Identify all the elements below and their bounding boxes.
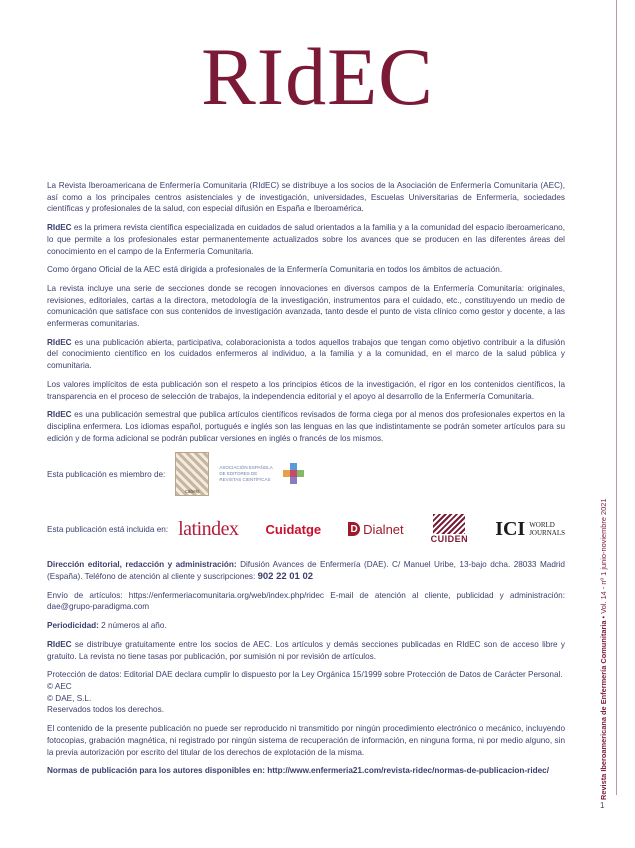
cuiden-icon — [433, 514, 465, 534]
world-journals-text: WORLD JOURNALS — [529, 521, 565, 538]
aeerc-mosaic-icon — [283, 463, 305, 485]
open-publication-text: es una publicación abierta, participativa, colaboracionista a todos aquellos trabajos que tengan como objetivo contribuir a la difusión del conocimiento científico en los cuidados enfermeros al individuo, a la familia y a la comunidad, en el marco de la salud pública y comunitaria. — [47, 337, 565, 371]
about-paragraph — [47, 222, 565, 257]
indexed-row — [47, 509, 565, 549]
rights-reserved: Reservados todos los derechos. — [47, 705, 164, 715]
free-access-paragraph — [47, 639, 565, 662]
latindex-logo: latindex — [178, 517, 239, 540]
address-text: Difusión Avances de Enfermería (DAE). C/ Manuel Uribe, 13-bajo dcha. 28033 Madrid (España). Teléfono de atención al cliente y suscripciones: — [47, 560, 565, 582]
cabeis-logo-text: cabeis — [185, 489, 200, 496]
data-protection-text: Protección de datos: Editorial DAE declara cumplir lo dispuesto por la Ley Orgánica 15/1999 sobre Protección de Datos de Carácter Personal. — [47, 670, 563, 680]
issue-info-vertical: • Vol. 14 - nº 1 junio-noviembre 2021 — [599, 498, 608, 621]
reproduction-paragraph: El contenido de la presente publicación no puede ser reproducido ni transmitido por ningún procedimiento electrónico o mecánico, incluyendo fotocopias, grabación magnética, ni registrado por ningún sistema de recuperación de información, en ninguna forma, ni por medio alguno, sin la previa autorización por escrito del titular de los derechos de explotación de la misma. — [47, 724, 565, 757]
aeerc-logo — [219, 463, 305, 485]
open-publication-paragraph — [47, 337, 565, 372]
ridec-lead: RIdEC — [47, 223, 72, 233]
ridec-lead: RIdEC — [47, 639, 72, 649]
dialnet-text: Dialnet — [363, 521, 404, 537]
sections-paragraph: La revista incluye una serie de secciones donde se recogen innovaciones en diversos campos de la Enfermería Comunitaria: originales, revisiones, editoriales, cartas a la directora, metodología de la investigación, instrumentos para el cuidado, etc., constituyendo un medio de comunicación que satisface con sus contenidos de investigación avanzada, tanto desde el punto de vista clínico como gestor y docente, a las enfermeras comunitarias. — [47, 283, 565, 329]
copyright-aec: © AEC — [47, 681, 72, 691]
ridec-lead: RIdEC — [47, 337, 72, 347]
free-access-text: se distribuye gratuitamente entre los socios de AEC. Los artículos y demás secciones publicadas en RIdEC son de acceso libre y gratuito. La revista no tiene tasas por publicación, por sumisión ni por revisión de artículos. — [47, 639, 565, 661]
indexed-label: Esta publicación está incluida en: — [47, 524, 169, 534]
cuiden-logo — [431, 514, 469, 544]
cuidatge-logo: Cuidatge — [265, 521, 322, 537]
ridec-lead: RIdEC — [47, 410, 72, 420]
cabeis-logo — [175, 452, 209, 496]
membership-label: Esta publicación es miembro de: — [47, 469, 166, 479]
phone-number: 902 22 01 02 — [257, 571, 314, 583]
address-lead: Dirección editorial, redacción y administración: — [47, 560, 237, 570]
peer-review-paragraph — [47, 409, 565, 444]
intro-paragraph: La Revista Iberoamericana de Enfermería Comunitaria (RIdEC) se distribuye a los socios de la Asociación de Enfermería Comunitaria (AEC), así como a los principales centros asistenciales y de investigación, universidades, Escuelas Universitarias de Enfermería, sociedades científicas y profesionales de la salud, con especial difusión en España e Iberoamérica. — [47, 181, 565, 214]
cuiden-text: CUIDEN — [430, 534, 469, 545]
world-journals-logo — [495, 518, 565, 541]
values-paragraph: Los valores implícitos de esta publicación son el respeto a los principios éticos de la investigación, el rigor en los contenidos científicos, la transparencia en el proceso de selección de trabajos, la independencia editorial y el apoyo al desarrollo de la Enfermería Comunitaria. — [47, 379, 565, 401]
journal-masthead: RIdEC — [201, 31, 434, 122]
copyright-dae: © DAE, S.L. — [47, 693, 92, 703]
dialnet-icon: D — [348, 522, 360, 536]
ici-mark: ICI — [495, 517, 526, 540]
address-paragraph — [47, 559, 565, 582]
official-organ-paragraph: Como órgano Oficial de la AEC está dirigida a profesionales de la Enfermería Comunitaria en todos los ámbitos de actuación. — [47, 265, 503, 275]
dialnet-logo — [348, 522, 403, 537]
periodicity-text: 2 números al año. — [98, 621, 167, 631]
journal-name-vertical: Revista Iberoamericana de Enfermería Comunitaria — [599, 620, 608, 800]
side-divider — [616, 0, 617, 795]
aeerc-logo-text: ASOCIACIÓN ESPAÑOLA DE EDITORES DE REVISTAS CIENTÍFICAS — [219, 465, 273, 483]
main-content — [47, 180, 565, 784]
side-running-title — [598, 420, 610, 800]
data-protection-paragraph — [47, 669, 565, 716]
periodicity-lead: Periodicidad: — [47, 621, 99, 631]
about-text: es la primera revista científica especializada en cuidados de salud orientados a la familia y a la comunidad del espacio iberoamericano, lo que permite a los profesionales estar permanentemente actualizados sobre los avances que se producen en las diferentes áreas del conocimiento en el campo de la Enfermería Comunitaria. — [47, 223, 565, 256]
membership-row — [47, 451, 565, 497]
index-logos — [178, 514, 565, 544]
periodicity-paragraph — [47, 620, 565, 632]
author-guidelines-paragraph: Normas de publicación para los autores disponibles en: http://www.enfermeria21.com/revista-ridec/normas-de-publicacion-ridec/ — [47, 766, 549, 776]
submission-paragraph: Envío de artículos: https://enfermeriacomunitaria.org/web/index.php/ridec E-mail de atención al cliente, publicidad y administración: dae@grupo-paradigma.com — [47, 590, 565, 612]
peer-review-text: es una publicación semestral que publica artículos científicos revisados de forma ciega por al menos dos profesionales expertos en la disciplina enfermera. Los idiomas español, portugués e inglés son las lenguas en las que indistintamente se podrán someter artículos para su edición y de forma adicional se podrán publicar versiones en inglés o francés de los mismos. — [47, 410, 565, 443]
page-number: 1 — [600, 801, 605, 810]
